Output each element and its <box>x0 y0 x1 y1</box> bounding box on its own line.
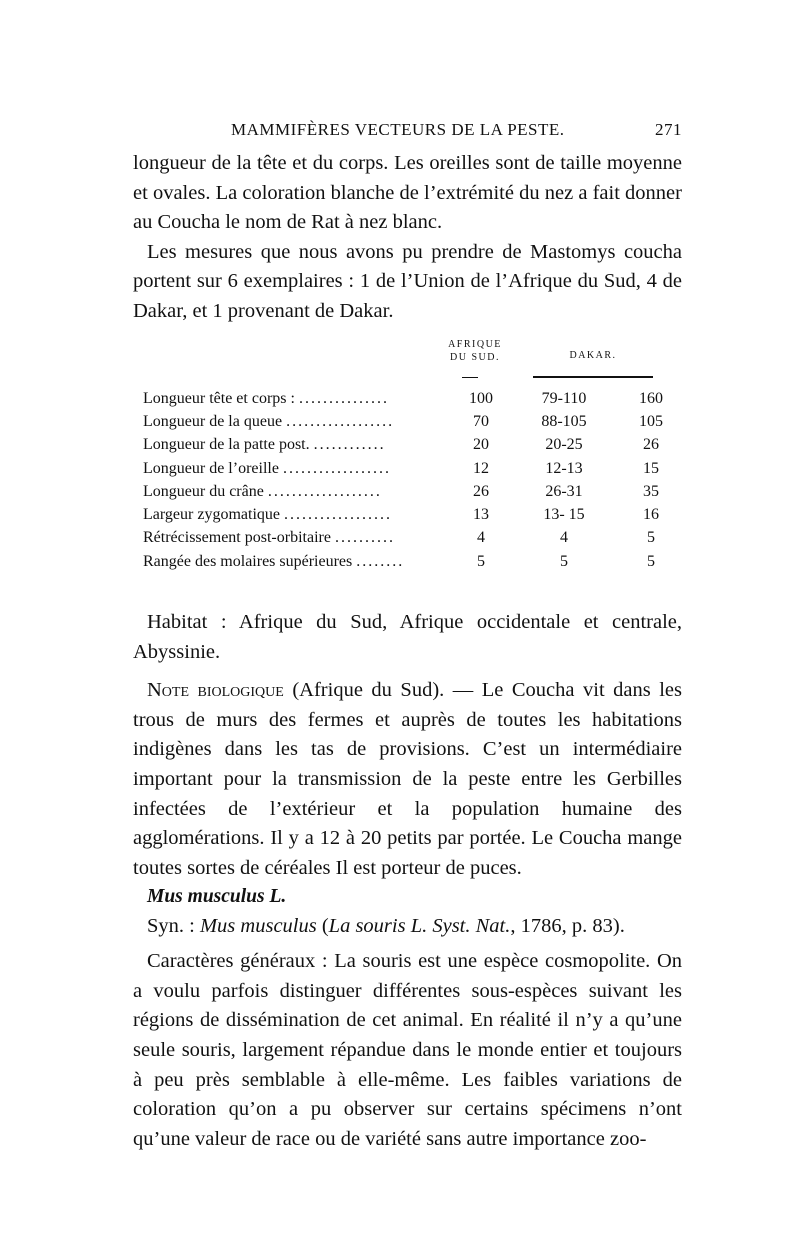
dakar-single-value: 5 <box>647 552 655 570</box>
dakar-range-value: 12-13 <box>545 459 583 477</box>
table-row <box>143 387 683 410</box>
table-row <box>143 457 683 480</box>
afrique-value: 4 <box>477 529 485 547</box>
table-row <box>143 527 683 550</box>
afrique-value: 26 <box>473 482 489 500</box>
paragraph: longueur de la tête et du corps. Les oreilles sont de taille moyenne et ovales. La coloration blanche de l’extrémité du nez a fait donner au Coucha le nom de Rat à nez blanc. <box>133 152 682 234</box>
afrique-value: 5 <box>477 552 485 570</box>
row-label-cell <box>143 410 453 433</box>
dakar-single-value: 26 <box>643 436 659 454</box>
dakar-single-value: 16 <box>643 506 659 524</box>
page-number: 271 <box>655 120 682 139</box>
row-label: Longueur de la patte post. <box>143 436 310 454</box>
afrique-value: 12 <box>473 459 489 477</box>
afrique-value: 13 <box>473 506 489 524</box>
row-label-cell <box>143 503 453 526</box>
synonym-open: ( <box>316 914 329 937</box>
column-rule <box>462 377 478 378</box>
row-label: Longueur du crâne <box>143 482 264 500</box>
habitat-paragraph: Habitat : Afrique du Sud, Afrique occidentale et centrale, Abyssinie. <box>133 611 682 663</box>
header-title: MAMMIFÈRES VECTEURS DE LA PESTE. <box>231 120 565 139</box>
dakar-single-value: 5 <box>647 529 655 547</box>
habitat-and-note <box>133 608 682 883</box>
dakar-range-value: 88-105 <box>541 412 587 430</box>
row-label: Longueur de l’oreille <box>143 459 279 477</box>
species-section <box>133 882 682 1154</box>
synonym-ref: La souris L. Syst. Nat. <box>328 914 511 937</box>
dakar-single-value: 105 <box>639 412 663 430</box>
leader-dots: ............... <box>298 389 389 407</box>
row-label: Rangée des molaires supérieures <box>143 552 353 570</box>
row-label: Largeur zygomatique <box>143 506 280 524</box>
row-label-cell <box>143 434 453 457</box>
row-label: Longueur de la queue <box>143 412 283 430</box>
row-label: Longueur tête et corps : <box>143 389 295 407</box>
species-heading: Mus musculus L. <box>147 886 287 907</box>
note-paragraph <box>133 676 682 883</box>
general-characters-paragraph: Caractères généraux : La souris est une espèce cosmopolite. On a voulu parfois distinguer différentes sous-espèces suivant les régions de dissémination de cet animal. En réalité il n’y a qu’une seule souris, largement répandue dans le monde entier et toujours à peu près semblable à elle-même. Les faibles variations de coloration qu’on a pu observer sur certains spécimens n’ont qu’une valeur de race ou de variété sans autre importance zoo- <box>133 950 682 1150</box>
afrique-value: 20 <box>473 436 489 454</box>
note-text: (Afrique du Sud). — Le Coucha vit dans les trous de murs des fermes et auprès de toutes les habitations indigènes dans les tas de provisions. C’est un intermédiaire important pour la transmission de la peste entre les Gerbilles infectées de l’extérieur et la population humaine des agglomérations. Il y a 12 à 20 petits par portée. Le Coucha mange toutes sortes de céréales Il est porteur de puces. <box>133 679 682 879</box>
leader-dots: .................. <box>282 459 391 477</box>
dakar-range-value: 79-110 <box>541 389 587 407</box>
dakar-range-value: 5 <box>560 552 568 570</box>
leader-dots: .......... <box>334 529 395 547</box>
synonym-line <box>133 912 682 942</box>
dakar-single-value: 35 <box>643 482 659 500</box>
synonym-prefix: Syn. : <box>147 914 200 937</box>
leader-dots: ................... <box>267 482 382 500</box>
synonym-suffix: , 1786, p. 83). <box>510 914 625 937</box>
paragraph: Les mesures que nous avons pu prendre de Mastomys coucha portent sur 6 exemplaires : 1 de l’Union de l’Afrique du Sud, 4 de Dakar, et 1 provenant de Dakar. <box>133 240 682 322</box>
leader-dots: .................. <box>286 412 395 430</box>
measurements-table <box>143 387 683 573</box>
afrique-value: 70 <box>473 412 489 430</box>
note-label: Note biologique <box>147 679 284 702</box>
leader-dots: .................. <box>283 506 392 524</box>
dakar-single-value: 15 <box>643 459 659 477</box>
table-row <box>143 550 683 573</box>
dakar-range-value: 26-31 <box>545 482 583 500</box>
dakar-range-value: 20-25 <box>545 436 583 454</box>
table-row <box>143 434 683 457</box>
leader-dots: ............ <box>313 436 386 454</box>
row-label-cell <box>143 480 453 503</box>
afrique-value: 100 <box>469 389 493 407</box>
dakar-single-value: 160 <box>639 389 663 407</box>
row-label-cell <box>143 527 453 550</box>
column-header-dakar: DAKAR. <box>569 350 617 361</box>
table-row <box>143 410 683 433</box>
table-row <box>143 503 683 526</box>
row-label: Rétrécissement post-orbitaire <box>143 529 331 547</box>
row-label-cell <box>143 550 453 573</box>
row-label-cell <box>143 387 453 410</box>
synonym-name: Mus musculus <box>199 914 317 937</box>
table-row <box>143 480 683 503</box>
column-header-afrique: AFRIQUE DU SUD. <box>448 339 502 363</box>
dakar-range-value: 13- 15 <box>543 506 585 524</box>
intro-paragraphs <box>133 149 682 327</box>
column-brace <box>533 376 653 378</box>
leader-dots: ........ <box>356 552 405 570</box>
row-label-cell <box>143 457 453 480</box>
dakar-range-value: 4 <box>560 529 568 547</box>
